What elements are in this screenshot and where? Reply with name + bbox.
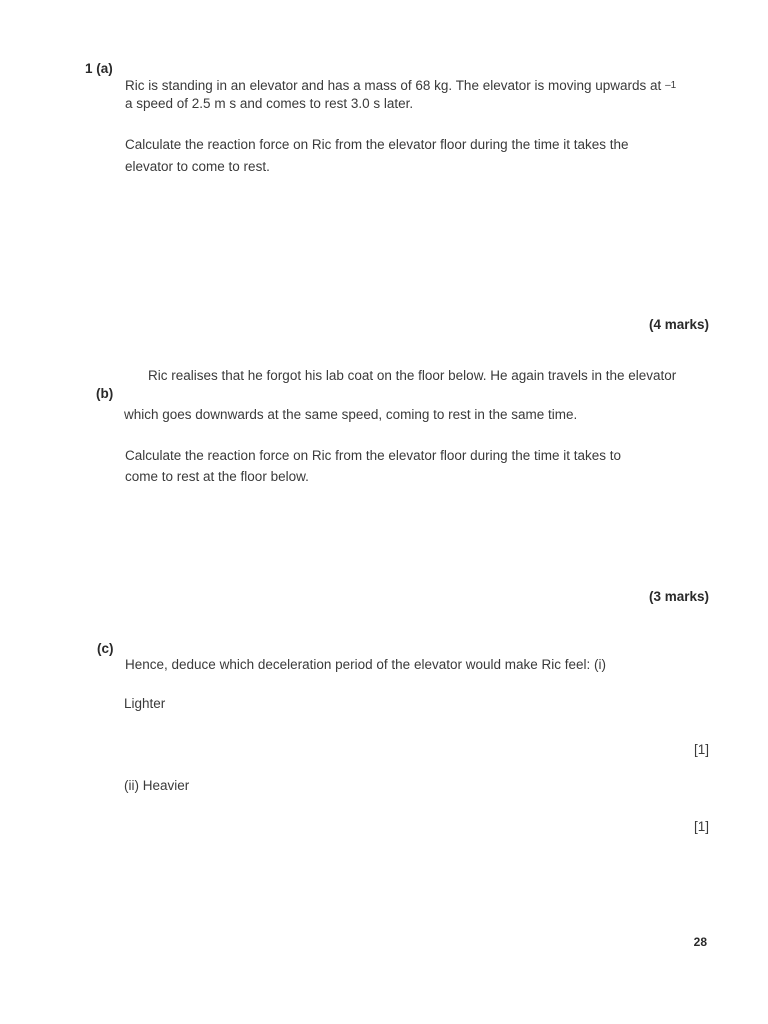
q1a-text-line1 (125, 77, 676, 95)
q1a-marks: (4 marks) (648, 317, 709, 332)
page-number: 28 (693, 935, 707, 949)
question-number-1a: 1 (a) (85, 61, 113, 76)
q1a-unit-superscript: –1 (665, 80, 677, 91)
q1a-text-line1-main: Ric is standing in an elevator and has a mass of 68 kg. The elevator is moving upwards at (125, 78, 662, 93)
question-label-1c: (c) (97, 641, 114, 656)
q1a-task-line1: Calculate the reaction force on Ric from the elevator floor during the time it takes the (125, 137, 629, 152)
q1b-task-line1: Calculate the reaction force on Ric from the elevator floor during the time it takes to (125, 448, 621, 463)
q1b-text-line2: which goes downwards at the same speed, coming to rest in the same time. (124, 407, 578, 422)
q1a-task-line2: elevator to come to rest. (125, 159, 270, 174)
q1b-marks: (3 marks) (648, 589, 709, 604)
q1a-text-line2: a speed of 2.5 m s and comes to rest 3.0 s later. (125, 96, 414, 111)
q1c-part-ii: (ii) Heavier (124, 778, 190, 793)
q1b-text-line1: Ric realises that he forgot his lab coat on the floor below. He again travels in the elevator (148, 368, 677, 383)
q1b-task-line2: come to rest at the floor below. (125, 469, 309, 484)
q1c-mark-ii: [1] (693, 819, 709, 834)
question-label-1b: (b) (96, 386, 114, 401)
q1c-mark-i: [1] (693, 742, 709, 757)
q1c-text-line1: Hence, deduce which deceleration period of the elevator would make Ric feel: (i) (125, 657, 607, 672)
q1c-part-i: Lighter (124, 696, 166, 711)
